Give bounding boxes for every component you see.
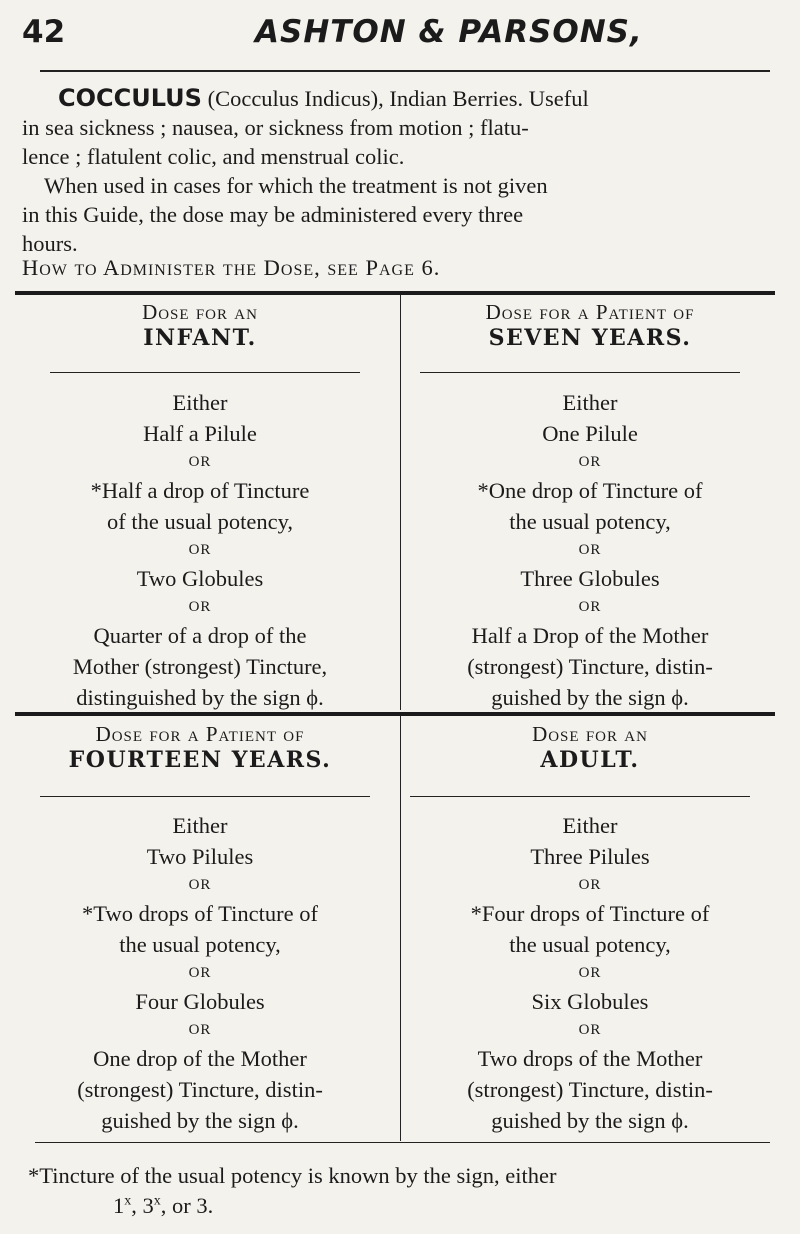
- description-line-3: lence ; flatulent colic, and menstrual colic.: [22, 144, 405, 169]
- table2-right-head-rule: [410, 796, 750, 797]
- table2-right-header: [400, 722, 780, 774]
- table1-top-rule: [15, 291, 775, 295]
- table2-left-head-rule: [40, 796, 370, 797]
- infant-dose: [10, 387, 390, 713]
- dose-line: guished by the sign ϕ.: [491, 685, 689, 710]
- footnote-line-2: 1$^x$, 3$^x$, or 3.: [113, 1193, 214, 1218]
- table1-right-head-rule: [420, 372, 740, 373]
- dose-line: Either: [172, 390, 228, 415]
- remedy-latin-name: (Cocculus Indicus), Indian Berries. Useful: [201, 86, 589, 111]
- dose-line: One drop of the Mother: [93, 1046, 307, 1071]
- adult-dose: [400, 810, 780, 1136]
- page-number: 42: [22, 14, 66, 50]
- or-separator: OR: [578, 454, 602, 470]
- dose-line: the usual potency,: [119, 932, 281, 957]
- infant-head-title: INFANT.: [143, 325, 257, 351]
- dose-line: One Pilule: [542, 421, 638, 446]
- dose-line: Half a Drop of the Mother: [471, 623, 709, 648]
- superscript-x: x: [153, 1193, 161, 1209]
- adult-head-title: ADULT.: [540, 747, 640, 773]
- table1-left-head-rule: [50, 372, 360, 373]
- dose-line: Two drops of the Mother: [477, 1046, 703, 1071]
- dose-line: Either: [172, 813, 228, 838]
- seven-years-head-title: SEVEN YEARS.: [488, 325, 692, 351]
- dose-line: (strongest) Tincture, distin-: [77, 1077, 323, 1102]
- infant-head-small: Dose for an: [142, 300, 258, 324]
- description-line-2: in sea sickness ; nausea, or sickness from motion ; flatu-: [22, 115, 529, 140]
- or-separator: OR: [188, 542, 212, 558]
- dose-line: *One drop of Tincture of: [477, 478, 703, 503]
- table1-right-header: [400, 300, 780, 352]
- dose-line: the usual potency,: [509, 932, 671, 957]
- or-separator: OR: [578, 542, 602, 558]
- remedy-name: COCCULUS: [58, 84, 202, 112]
- seven-years-head-small: Dose for a Patient of: [485, 300, 695, 324]
- adult-head-small: Dose for an: [532, 722, 648, 746]
- dose-line: (strongest) Tincture, distin-: [467, 654, 713, 679]
- dose-line: *Half a drop of Tincture: [90, 478, 310, 503]
- dose-line: Quarter of a drop of the: [93, 623, 307, 648]
- seven-years-dose: [400, 387, 780, 713]
- usage-line-2: in this Guide, the dose may be administered every three: [22, 202, 524, 227]
- or-separator: OR: [578, 599, 602, 615]
- dose-line: guished by the sign ϕ.: [491, 1108, 689, 1133]
- table2-bottom-rule: [35, 1142, 770, 1143]
- dose-line: Four Globules: [135, 989, 265, 1014]
- or-separator: OR: [578, 1022, 602, 1038]
- or-separator: OR: [188, 877, 212, 893]
- usage-line-3: hours.: [22, 231, 78, 256]
- description-line-1: [22, 84, 774, 113]
- running-head: ASHTON & PARSONS,: [255, 14, 643, 50]
- dose-line: of the usual potency,: [107, 509, 293, 534]
- footnote-line-1: *Tincture of the usual potency is known by the sign, either: [28, 1163, 557, 1188]
- superscript-x: x: [124, 1193, 132, 1209]
- or-separator: OR: [188, 965, 212, 981]
- fourteen-years-dose: [10, 810, 390, 1136]
- fourteen-years-head-small: Dose for a Patient of: [95, 722, 305, 746]
- or-separator: OR: [578, 877, 602, 893]
- remedy-description: [22, 84, 774, 258]
- administer-reference: How to Administer the Dose, see Page 6.: [22, 255, 441, 280]
- usage-line-1: When used in cases for which the treatment is not given: [44, 173, 548, 198]
- dose-line: Half a Pilule: [143, 421, 257, 446]
- dose-line: Mother (strongest) Tincture,: [72, 654, 328, 679]
- dose-line: *Two drops of Tincture of: [82, 901, 318, 926]
- dose-line: (strongest) Tincture, distin-: [467, 1077, 713, 1102]
- or-separator: OR: [188, 1022, 212, 1038]
- or-separator: OR: [578, 965, 602, 981]
- table2-top-rule: [15, 712, 775, 716]
- header-rule: [40, 70, 770, 72]
- dose-line: Two Pilules: [146, 844, 254, 869]
- table2-left-header: [10, 722, 390, 774]
- table1-left-header: [10, 300, 390, 352]
- footnote: [28, 1161, 768, 1221]
- dose-line: Either: [562, 390, 618, 415]
- fourteen-years-head-title: FOURTEEN YEARS.: [68, 747, 332, 773]
- dose-line: distinguished by the sign ϕ.: [76, 685, 324, 710]
- dose-line: *Four drops of Tincture of: [470, 901, 710, 926]
- dose-line: Six Globules: [531, 989, 649, 1014]
- dose-line: Three Globules: [520, 566, 660, 591]
- dose-line: guished by the sign ϕ.: [101, 1108, 299, 1133]
- dose-line: Either: [562, 813, 618, 838]
- dose-line: the usual potency,: [509, 509, 671, 534]
- dose-line: Three Pilules: [530, 844, 650, 869]
- dose-line: Two Globules: [136, 566, 264, 591]
- or-separator: OR: [188, 454, 212, 470]
- or-separator: OR: [188, 599, 212, 615]
